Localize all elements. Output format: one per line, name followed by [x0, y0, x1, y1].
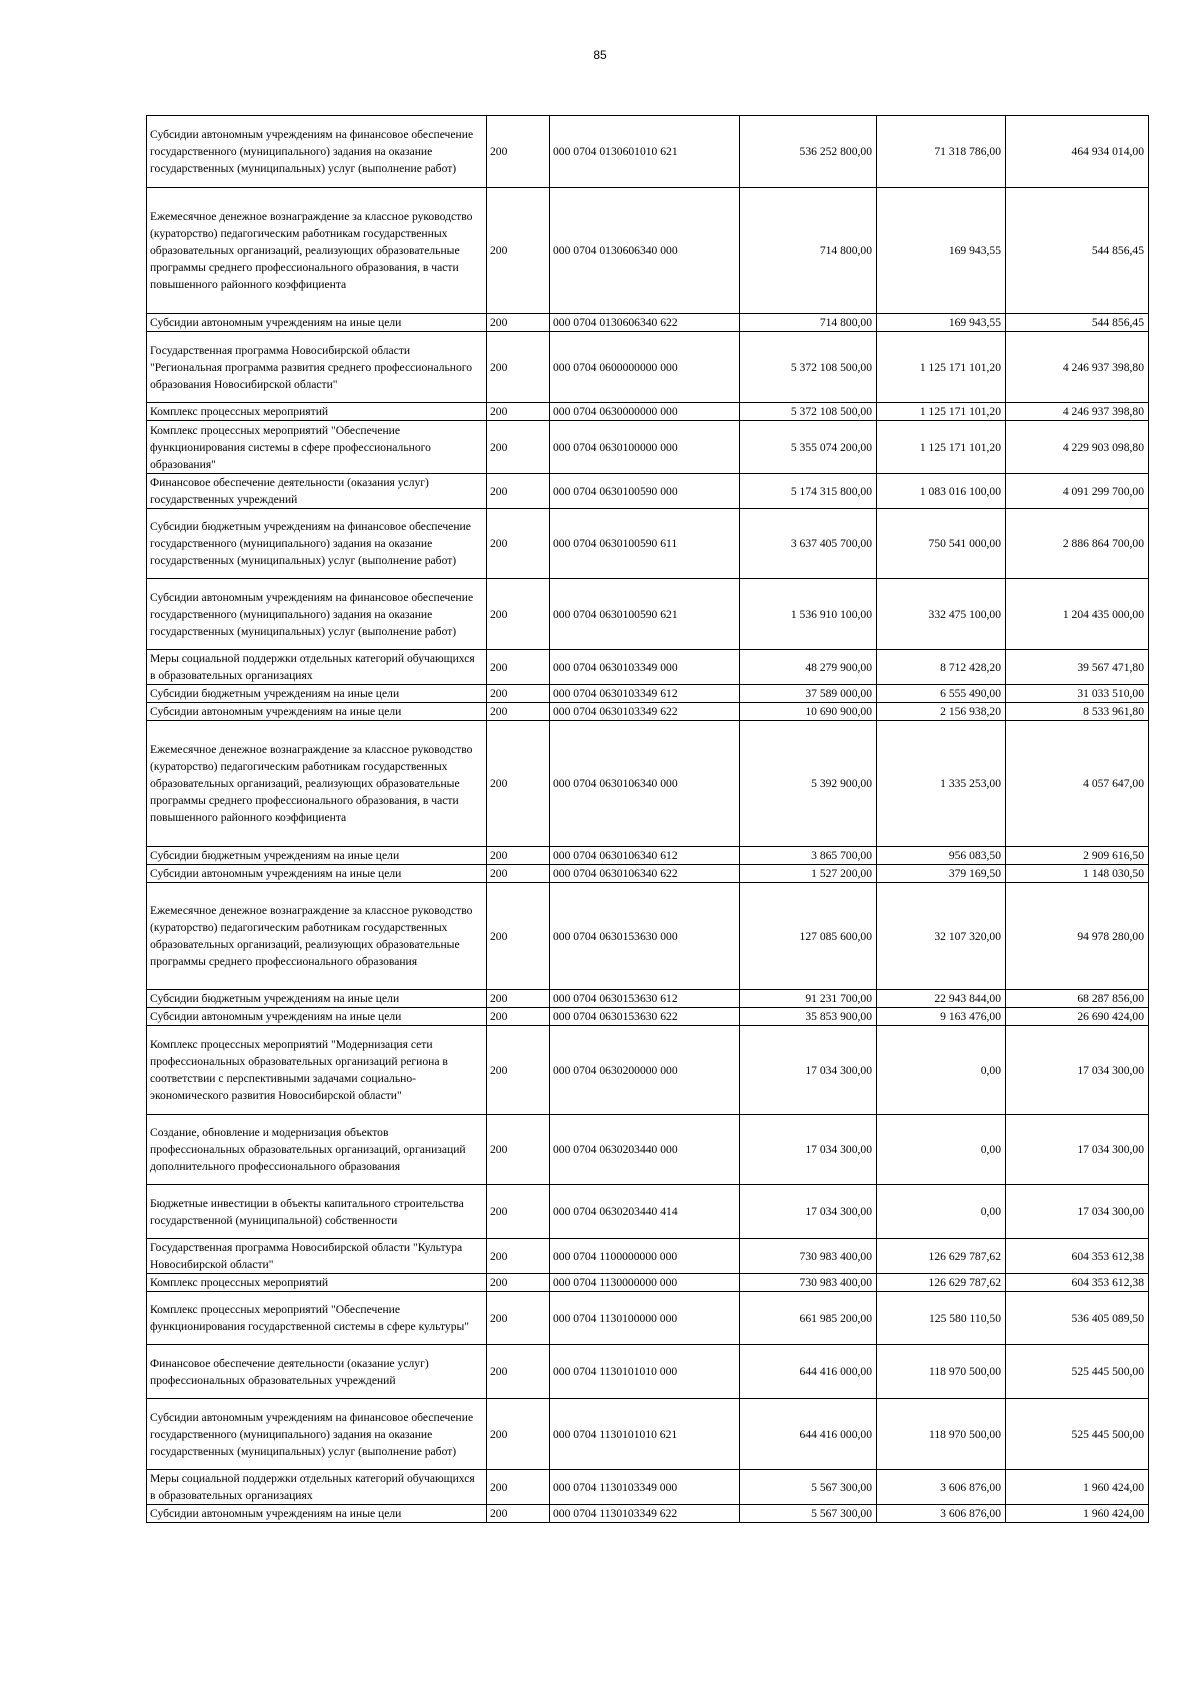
row-name-cell: Субсидии автономным учреждениям на иные цели [147, 865, 487, 883]
row-name-cell: Субсидии бюджетным учреждениям на иные цели [147, 990, 487, 1008]
table-row [147, 403, 1149, 421]
budget-table-body [147, 116, 1149, 1523]
row-name-cell: Государственная программа Новосибирской области "Региональная программа развития среднего профессионального образования Новосибирской области" [147, 332, 487, 403]
row-remaining-cell: 4 091 299 700,00 [1006, 474, 1149, 509]
row-approved-cell: 1 536 910 100,00 [740, 579, 877, 650]
table-row [147, 1292, 1149, 1345]
row-line-code-cell: 200 [487, 314, 550, 332]
row-name-cell: Субсидии автономным учреждениям на иные цели [147, 703, 487, 721]
row-name-cell: Ежемесячное денежное вознаграждение за классное руководство (кураторство) педагогическим работникам государственных образовательных организаций, реализующих образовательные программы среднего профессионального образования, в части повышенного районного коэффициента [147, 188, 487, 314]
row-name-cell: Субсидии автономным учреждениям на иные цели [147, 1505, 487, 1523]
row-name-cell: Субсидии автономным учреждениям на финансовое обеспечение государственного (муниципального) задания на оказание государственных (муниципальных) услуг (выполнение работ) [147, 579, 487, 650]
row-executed-cell: 118 970 500,00 [877, 1399, 1006, 1470]
row-executed-cell: 1 335 253,00 [877, 721, 1006, 847]
row-executed-cell: 1 083 016 100,00 [877, 474, 1006, 509]
row-executed-cell: 332 475 100,00 [877, 579, 1006, 650]
row-name-cell: Финансовое обеспечение деятельности (оказание услуг) профессиональных образовательных учреждений [147, 1345, 487, 1399]
table-row [147, 650, 1149, 685]
row-remaining-cell: 17 034 300,00 [1006, 1115, 1149, 1185]
row-name-cell: Государственная программа Новосибирской области "Культура Новосибирской области" [147, 1239, 487, 1274]
row-name-cell: Субсидии бюджетным учреждениям на иные цели [147, 685, 487, 703]
row-name-cell: Бюджетные инвестиции в объекты капитального строительства государственной (муниципальной) собственности [147, 1185, 487, 1239]
table-row [147, 685, 1149, 703]
row-budget-code-cell: 000 0704 0630000000 000 [550, 403, 740, 421]
row-approved-cell: 17 034 300,00 [740, 1185, 877, 1239]
row-approved-cell: 127 085 600,00 [740, 883, 877, 990]
row-budget-code-cell: 000 0704 0630106340 622 [550, 865, 740, 883]
row-line-code-cell: 200 [487, 1470, 550, 1505]
row-budget-code-cell: 000 0704 1130101010 621 [550, 1399, 740, 1470]
row-budget-code-cell: 000 0704 0130606340 622 [550, 314, 740, 332]
row-budget-code-cell: 000 0704 0630203440 000 [550, 1115, 740, 1185]
row-remaining-cell: 536 405 089,50 [1006, 1292, 1149, 1345]
row-remaining-cell: 464 934 014,00 [1006, 116, 1149, 188]
row-remaining-cell: 604 353 612,38 [1006, 1274, 1149, 1292]
row-remaining-cell: 94 978 280,00 [1006, 883, 1149, 990]
row-approved-cell: 5 355 074 200,00 [740, 421, 877, 474]
row-approved-cell: 48 279 900,00 [740, 650, 877, 685]
row-executed-cell: 379 169,50 [877, 865, 1006, 883]
row-line-code-cell: 200 [487, 474, 550, 509]
row-name-cell: Субсидии бюджетным учреждениям на финансовое обеспечение государственного (муниципального) задания на оказание государственных (муниципальных) услуг (выполнение работ) [147, 509, 487, 579]
row-approved-cell: 3 637 405 700,00 [740, 509, 877, 579]
row-line-code-cell: 200 [487, 847, 550, 865]
row-budget-code-cell: 000 0704 1130103349 622 [550, 1505, 740, 1523]
row-line-code-cell: 200 [487, 1008, 550, 1026]
row-executed-cell: 32 107 320,00 [877, 883, 1006, 990]
row-budget-code-cell: 000 0704 0630153630 000 [550, 883, 740, 990]
row-budget-code-cell: 000 0704 1130101010 000 [550, 1345, 740, 1399]
row-approved-cell: 714 800,00 [740, 188, 877, 314]
row-executed-cell: 1 125 171 101,20 [877, 421, 1006, 474]
table-row [147, 1274, 1149, 1292]
row-remaining-cell: 1 148 030,50 [1006, 865, 1149, 883]
row-executed-cell: 0,00 [877, 1185, 1006, 1239]
row-remaining-cell: 17 034 300,00 [1006, 1185, 1149, 1239]
row-line-code-cell: 200 [487, 1345, 550, 1399]
row-line-code-cell: 200 [487, 332, 550, 403]
row-line-code-cell: 200 [487, 188, 550, 314]
row-line-code-cell: 200 [487, 579, 550, 650]
row-name-cell: Субсидии автономным учреждениям на финансовое обеспечение государственного (муниципального) задания на оказание государственных (муниципальных) услуг (выполнение работ) [147, 1399, 487, 1470]
row-budget-code-cell: 000 0704 1130000000 000 [550, 1274, 740, 1292]
row-budget-code-cell: 000 0704 0130601010 621 [550, 116, 740, 188]
row-remaining-cell: 2 909 616,50 [1006, 847, 1149, 865]
table-row [147, 1399, 1149, 1470]
row-remaining-cell: 4 246 937 398,80 [1006, 403, 1149, 421]
row-budget-code-cell: 000 0704 0630100590 621 [550, 579, 740, 650]
row-approved-cell: 644 416 000,00 [740, 1399, 877, 1470]
row-executed-cell: 9 163 476,00 [877, 1008, 1006, 1026]
row-executed-cell: 956 083,50 [877, 847, 1006, 865]
row-line-code-cell: 200 [487, 1505, 550, 1523]
row-approved-cell: 5 372 108 500,00 [740, 403, 877, 421]
row-remaining-cell: 525 445 500,00 [1006, 1399, 1149, 1470]
row-executed-cell: 22 943 844,00 [877, 990, 1006, 1008]
row-budget-code-cell: 000 0704 0630100590 611 [550, 509, 740, 579]
row-name-cell: Ежемесячное денежное вознаграждение за классное руководство (кураторство) педагогическим работникам государственных образовательных организаций, реализующих образовательные программы среднего профессионального образования [147, 883, 487, 990]
row-line-code-cell: 200 [487, 1026, 550, 1115]
row-remaining-cell: 17 034 300,00 [1006, 1026, 1149, 1115]
row-budget-code-cell: 000 0704 1100000000 000 [550, 1239, 740, 1274]
row-line-code-cell: 200 [487, 1274, 550, 1292]
row-budget-code-cell: 000 0704 0600000000 000 [550, 332, 740, 403]
row-approved-cell: 5 174 315 800,00 [740, 474, 877, 509]
table-row [147, 314, 1149, 332]
row-approved-cell: 661 985 200,00 [740, 1292, 877, 1345]
row-executed-cell: 125 580 110,50 [877, 1292, 1006, 1345]
table-row [147, 421, 1149, 474]
row-name-cell: Комплекс процессных мероприятий [147, 1274, 487, 1292]
row-remaining-cell: 4 229 903 098,80 [1006, 421, 1149, 474]
row-line-code-cell: 200 [487, 509, 550, 579]
table-row [147, 579, 1149, 650]
table-row [147, 847, 1149, 865]
row-executed-cell: 1 125 171 101,20 [877, 332, 1006, 403]
row-executed-cell: 0,00 [877, 1026, 1006, 1115]
row-remaining-cell: 544 856,45 [1006, 188, 1149, 314]
row-name-cell: Меры социальной поддержки отдельных категорий обучающихся в образовательных организациях [147, 650, 487, 685]
row-line-code-cell: 200 [487, 990, 550, 1008]
table-row [147, 188, 1149, 314]
row-line-code-cell: 200 [487, 1399, 550, 1470]
table-row [147, 721, 1149, 847]
row-remaining-cell: 4 057 647,00 [1006, 721, 1149, 847]
row-name-cell: Субсидии автономным учреждениям на финансовое обеспечение государственного (муниципального) задания на оказание государственных (муниципальных) услуг (выполнение работ) [147, 116, 487, 188]
row-budget-code-cell: 000 0704 0630203440 414 [550, 1185, 740, 1239]
row-approved-cell: 730 983 400,00 [740, 1239, 877, 1274]
row-name-cell: Комплекс процессных мероприятий "Обеспечение функционирования государственной системы в сфере культуры" [147, 1292, 487, 1345]
row-approved-cell: 714 800,00 [740, 314, 877, 332]
row-executed-cell: 0,00 [877, 1115, 1006, 1185]
table-row [147, 1239, 1149, 1274]
row-approved-cell: 1 527 200,00 [740, 865, 877, 883]
row-line-code-cell: 200 [487, 421, 550, 474]
row-budget-code-cell: 000 0704 0630106340 000 [550, 721, 740, 847]
row-remaining-cell: 1 960 424,00 [1006, 1470, 1149, 1505]
row-budget-code-cell: 000 0704 0630153630 622 [550, 1008, 740, 1026]
row-approved-cell: 536 252 800,00 [740, 116, 877, 188]
row-executed-cell: 126 629 787,62 [877, 1239, 1006, 1274]
row-line-code-cell: 200 [487, 1292, 550, 1345]
row-name-cell: Субсидии бюджетным учреждениям на иные цели [147, 847, 487, 865]
row-executed-cell: 169 943,55 [877, 314, 1006, 332]
row-executed-cell: 6 555 490,00 [877, 685, 1006, 703]
row-budget-code-cell: 000 0704 1130100000 000 [550, 1292, 740, 1345]
row-approved-cell: 3 865 700,00 [740, 847, 877, 865]
row-remaining-cell: 4 246 937 398,80 [1006, 332, 1149, 403]
row-remaining-cell: 1 960 424,00 [1006, 1505, 1149, 1523]
row-budget-code-cell: 000 0704 0630103349 000 [550, 650, 740, 685]
row-executed-cell: 169 943,55 [877, 188, 1006, 314]
row-approved-cell: 17 034 300,00 [740, 1115, 877, 1185]
row-executed-cell: 1 125 171 101,20 [877, 403, 1006, 421]
row-line-code-cell: 200 [487, 721, 550, 847]
row-name-cell: Ежемесячное денежное вознаграждение за классное руководство (кураторство) педагогическим работникам государственных образовательных организаций, реализующих образовательные программы среднего профессионального образования, в части повышенного районного коэффициента [147, 721, 487, 847]
table-row [147, 116, 1149, 188]
row-remaining-cell: 26 690 424,00 [1006, 1008, 1149, 1026]
table-row [147, 1505, 1149, 1523]
row-line-code-cell: 200 [487, 865, 550, 883]
row-line-code-cell: 200 [487, 703, 550, 721]
row-approved-cell: 37 589 000,00 [740, 685, 877, 703]
row-name-cell: Комплекс процессных мероприятий "Модернизация сети профессиональных образовательных организаций региона в соответствии с перспективными задачами социально-экономического развития Новосибирской области" [147, 1026, 487, 1115]
row-budget-code-cell: 000 0704 1130103349 000 [550, 1470, 740, 1505]
row-line-code-cell: 200 [487, 403, 550, 421]
table-row [147, 1008, 1149, 1026]
row-line-code-cell: 200 [487, 650, 550, 685]
table-row [147, 332, 1149, 403]
row-approved-cell: 17 034 300,00 [740, 1026, 877, 1115]
row-line-code-cell: 200 [487, 883, 550, 990]
row-remaining-cell: 8 533 961,80 [1006, 703, 1149, 721]
table-row [147, 990, 1149, 1008]
table-row [147, 509, 1149, 579]
row-name-cell: Создание, обновление и модернизация объектов профессиональных образовательных организаций, организаций дополнительного профессионального образования [147, 1115, 487, 1185]
row-approved-cell: 35 853 900,00 [740, 1008, 877, 1026]
row-executed-cell: 71 318 786,00 [877, 116, 1006, 188]
row-remaining-cell: 31 033 510,00 [1006, 685, 1149, 703]
table-row [147, 1115, 1149, 1185]
table-row [147, 703, 1149, 721]
row-line-code-cell: 200 [487, 1115, 550, 1185]
row-name-cell: Комплекс процессных мероприятий "Обеспечение функционирования системы в сфере профессионального образования" [147, 421, 487, 474]
row-executed-cell: 118 970 500,00 [877, 1345, 1006, 1399]
row-approved-cell: 5 567 300,00 [740, 1470, 877, 1505]
row-remaining-cell: 39 567 471,80 [1006, 650, 1149, 685]
table-row [147, 865, 1149, 883]
row-remaining-cell: 68 287 856,00 [1006, 990, 1149, 1008]
table-row [147, 474, 1149, 509]
table-row [147, 883, 1149, 990]
row-remaining-cell: 1 204 435 000,00 [1006, 579, 1149, 650]
row-remaining-cell: 604 353 612,38 [1006, 1239, 1149, 1274]
row-budget-code-cell: 000 0704 0630103349 622 [550, 703, 740, 721]
row-budget-code-cell: 000 0704 0630100000 000 [550, 421, 740, 474]
row-remaining-cell: 2 886 864 700,00 [1006, 509, 1149, 579]
row-executed-cell: 3 606 876,00 [877, 1470, 1006, 1505]
row-budget-code-cell: 000 0704 0630200000 000 [550, 1026, 740, 1115]
row-line-code-cell: 200 [487, 1185, 550, 1239]
row-approved-cell: 644 416 000,00 [740, 1345, 877, 1399]
row-remaining-cell: 525 445 500,00 [1006, 1345, 1149, 1399]
row-budget-code-cell: 000 0704 0130606340 000 [550, 188, 740, 314]
table-row [147, 1345, 1149, 1399]
row-remaining-cell: 544 856,45 [1006, 314, 1149, 332]
row-executed-cell: 8 712 428,20 [877, 650, 1006, 685]
row-line-code-cell: 200 [487, 1239, 550, 1274]
row-line-code-cell: 200 [487, 116, 550, 188]
row-approved-cell: 5 372 108 500,00 [740, 332, 877, 403]
row-approved-cell: 5 392 900,00 [740, 721, 877, 847]
table-row [147, 1470, 1149, 1505]
row-executed-cell: 126 629 787,62 [877, 1274, 1006, 1292]
row-approved-cell: 10 690 900,00 [740, 703, 877, 721]
row-name-cell: Финансовое обеспечение деятельности (оказания услуг) государственных учреждений [147, 474, 487, 509]
row-executed-cell: 3 606 876,00 [877, 1505, 1006, 1523]
row-line-code-cell: 200 [487, 685, 550, 703]
row-approved-cell: 91 231 700,00 [740, 990, 877, 1008]
row-budget-code-cell: 000 0704 0630103349 612 [550, 685, 740, 703]
budget-table [146, 115, 1149, 1523]
row-approved-cell: 5 567 300,00 [740, 1505, 877, 1523]
table-row [147, 1026, 1149, 1115]
row-budget-code-cell: 000 0704 0630100590 000 [550, 474, 740, 509]
table-row [147, 1185, 1149, 1239]
row-executed-cell: 750 541 000,00 [877, 509, 1006, 579]
row-executed-cell: 2 156 938,20 [877, 703, 1006, 721]
row-name-cell: Субсидии автономным учреждениям на иные цели [147, 314, 487, 332]
row-budget-code-cell: 000 0704 0630106340 612 [550, 847, 740, 865]
row-name-cell: Меры социальной поддержки отдельных категорий обучающихся в образовательных организациях [147, 1470, 487, 1505]
row-name-cell: Комплекс процессных мероприятий [147, 403, 487, 421]
row-approved-cell: 730 983 400,00 [740, 1274, 877, 1292]
page-number: 85 [593, 48, 607, 62]
row-budget-code-cell: 000 0704 0630153630 612 [550, 990, 740, 1008]
row-name-cell: Субсидии автономным учреждениям на иные цели [147, 1008, 487, 1026]
